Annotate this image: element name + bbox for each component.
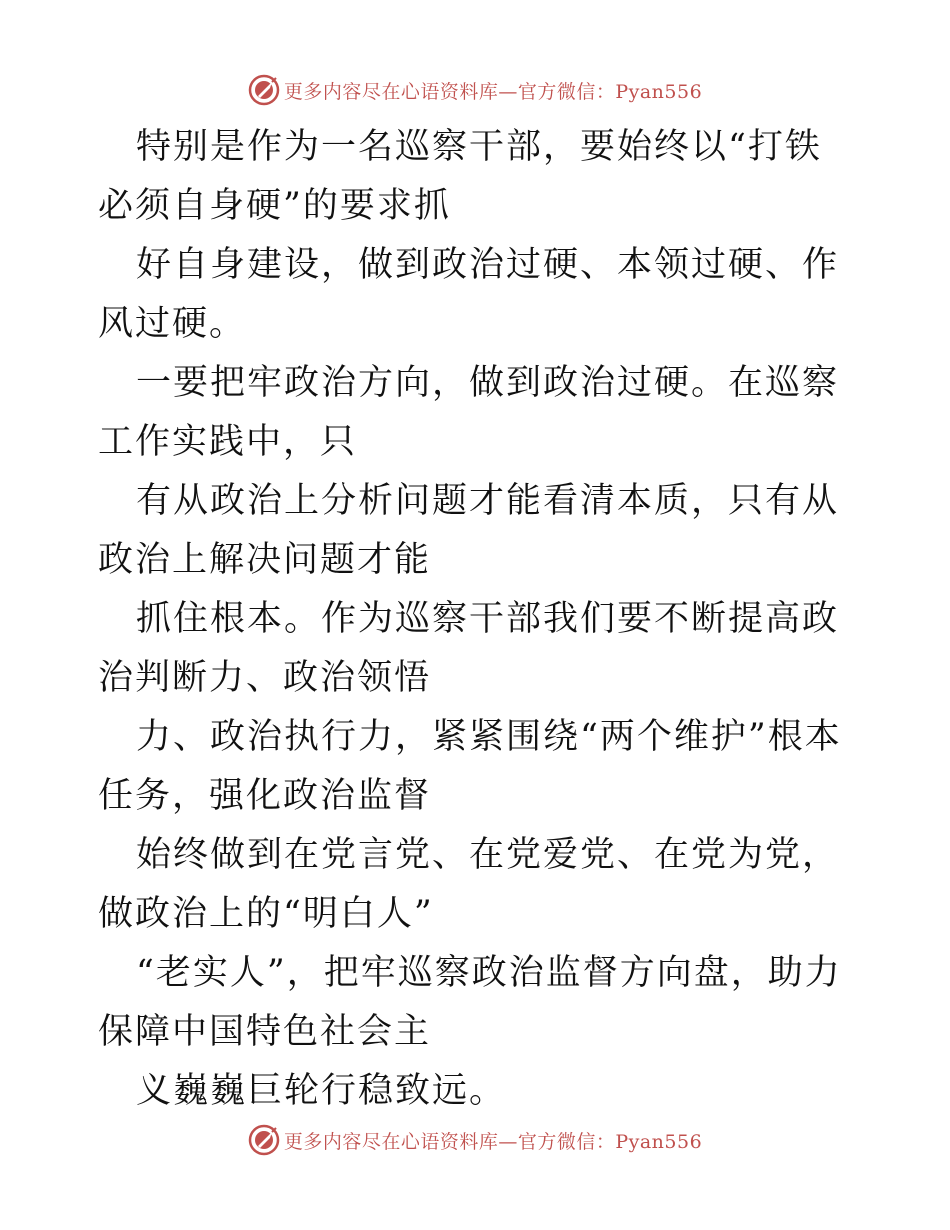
paragraph-7: 始终做到在党言党、在党爱党、在党为党，做政治上的“明白人”	[98, 835, 840, 934]
paragraph-9: 义巍巍巨轮行稳致远。	[136, 1071, 507, 1111]
paragraph-4: 有从政治上分析问题才能看清本质，只有从政治上解决问题才能	[98, 481, 840, 580]
header-banner-text: 更多内容尽在心语资料库—官方微信：Pyan556	[283, 80, 703, 103]
header-banner	[0, 70, 950, 110]
red-quill-seal-icon	[248, 74, 280, 106]
paragraph-1: 特别是作为一名巡察干部，要始终以“打铁必须自身硬”的要求抓	[98, 127, 822, 226]
document-body	[98, 118, 858, 1121]
footer-banner-text: 更多内容尽在心语资料库—官方微信：Pyan556	[283, 1130, 703, 1153]
paragraph-3: 一要把牢政治方向，做到政治过硬。在巡察工作实践中，只	[98, 363, 840, 462]
paragraph-6: 力、政治执行力，紧紧围绕“两个维护”根本任务，强化政治监督	[98, 717, 842, 816]
paragraph-5: 抓住根本。作为巡察干部我们要不断提高政治判断力、政治领悟	[98, 599, 840, 698]
paragraph-2: 好自身建设，做到政治过硬、本领过硬、作风过硬。	[98, 245, 840, 344]
paragraph-8: “老实人”，把牢巡察政治监督方向盘，助力保障中国特色社会主	[98, 953, 842, 1052]
red-quill-seal-icon	[248, 1124, 280, 1156]
footer-banner	[0, 1120, 950, 1160]
